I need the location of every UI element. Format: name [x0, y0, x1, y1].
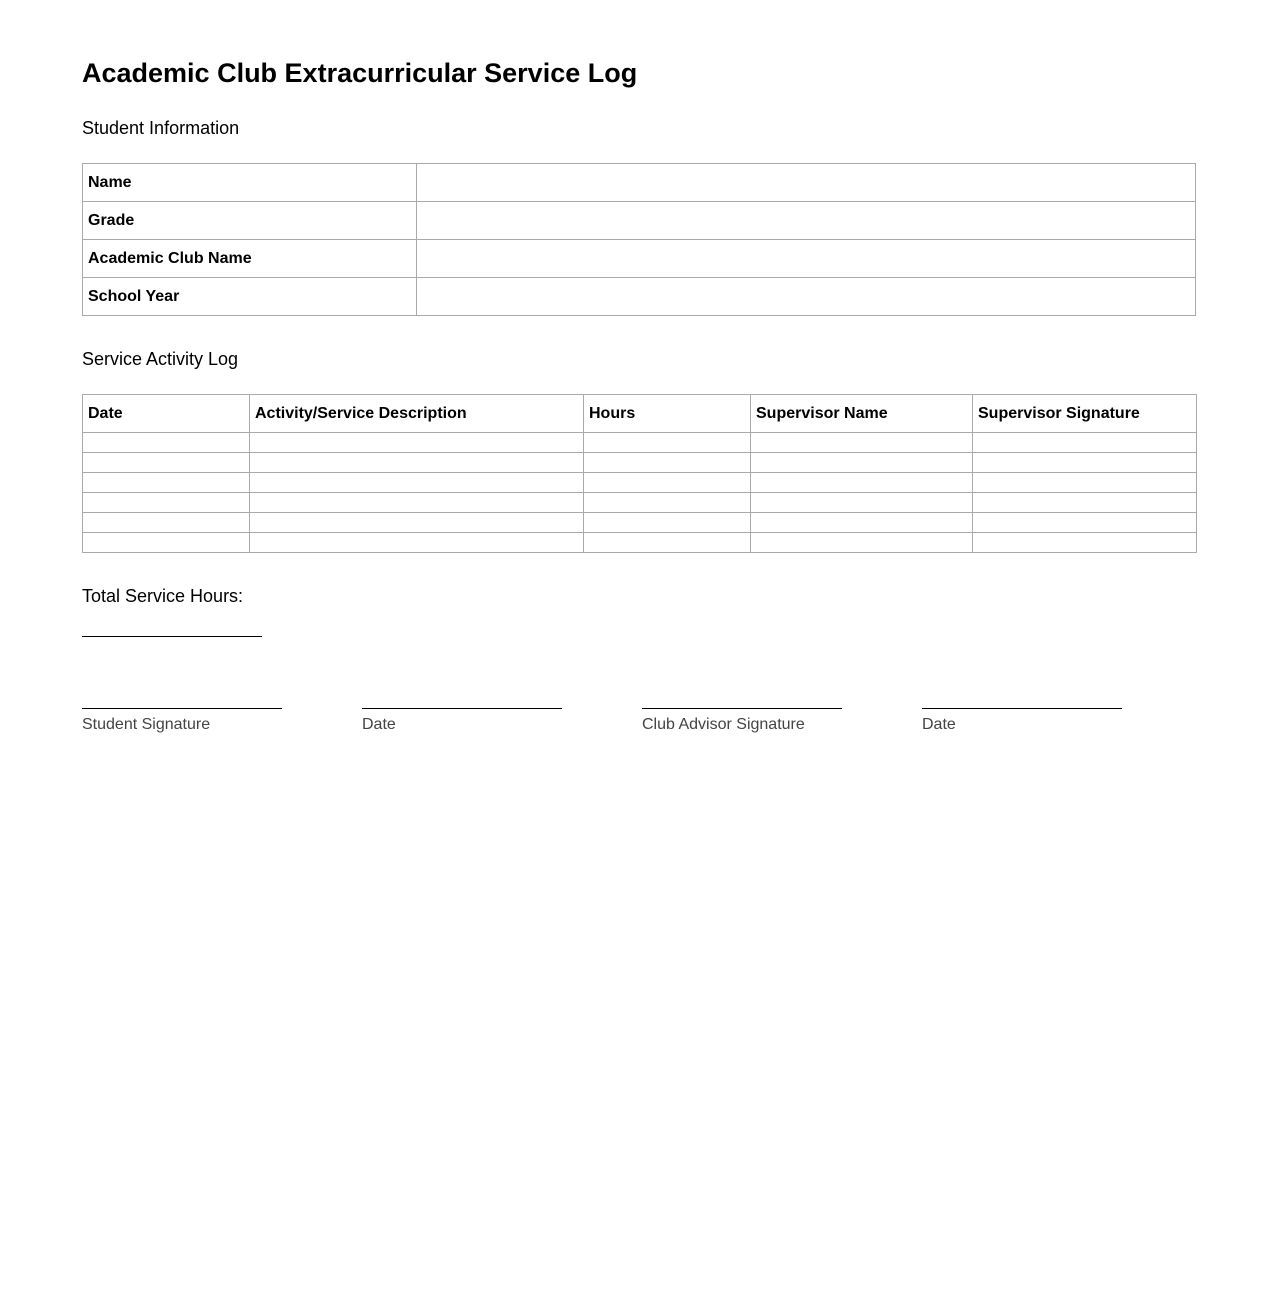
supervisor-signature-cell[interactable]: [973, 533, 1197, 553]
school-year-label: School Year: [83, 278, 417, 316]
description-cell[interactable]: [250, 533, 584, 553]
column-header-supervisor-signature: Supervisor Signature: [973, 395, 1197, 433]
advisor-signature-line[interactable]: [642, 708, 842, 709]
advisor-signature-caption: Club Advisor Signature: [642, 716, 805, 733]
description-cell[interactable]: [250, 433, 584, 453]
description-cell[interactable]: [250, 493, 584, 513]
date-cell[interactable]: [83, 433, 250, 453]
date-cell[interactable]: [83, 533, 250, 553]
student-signature-line[interactable]: [82, 708, 282, 709]
supervisor-name-cell[interactable]: [751, 453, 973, 473]
date-cell[interactable]: [83, 513, 250, 533]
supervisor-signature-cell[interactable]: [973, 433, 1197, 453]
hours-cell[interactable]: [584, 453, 751, 473]
supervisor-name-cell[interactable]: [751, 473, 973, 493]
supervisor-signature-cell[interactable]: [973, 513, 1197, 533]
table-row: [83, 493, 1197, 513]
table-row: [83, 533, 1197, 553]
advisor-date-line[interactable]: [922, 708, 1122, 709]
description-cell[interactable]: [250, 453, 584, 473]
date-cell[interactable]: [83, 493, 250, 513]
hours-cell[interactable]: [584, 533, 751, 553]
advisor-date-block: [922, 708, 1122, 734]
grade-field[interactable]: [417, 202, 1196, 240]
column-header-date: Date: [83, 395, 250, 433]
advisor-date-caption: Date: [922, 716, 956, 733]
student-date-caption: Date: [362, 716, 396, 733]
column-header-hours: Hours: [584, 395, 751, 433]
advisor-signature-block: [642, 708, 842, 734]
date-cell[interactable]: [83, 453, 250, 473]
student-signature-caption: Student Signature: [82, 716, 211, 733]
table-row: [83, 453, 1197, 473]
description-cell[interactable]: [250, 513, 584, 533]
grade-label: Grade: [83, 202, 417, 240]
activity-log-heading: Service Activity Log: [82, 349, 239, 369]
table-row: [83, 240, 1196, 278]
date-cell[interactable]: [83, 473, 250, 493]
description-cell[interactable]: [250, 473, 584, 493]
hours-cell[interactable]: [584, 473, 751, 493]
table-row: [83, 433, 1197, 453]
hours-cell[interactable]: [584, 433, 751, 453]
club-name-label: Academic Club Name: [83, 240, 417, 278]
table-header-row: [83, 395, 1197, 433]
supervisor-name-cell[interactable]: [751, 493, 973, 513]
supervisor-name-cell[interactable]: [751, 513, 973, 533]
name-field[interactable]: [417, 164, 1196, 202]
school-year-field[interactable]: [417, 278, 1196, 316]
hours-cell[interactable]: [584, 493, 751, 513]
table-row: [83, 202, 1196, 240]
supervisor-signature-cell[interactable]: [973, 453, 1197, 473]
activity-log-table: [82, 394, 1197, 553]
table-row: [83, 513, 1197, 533]
column-header-description: Activity/Service Description: [250, 395, 584, 433]
student-date-line[interactable]: [362, 708, 562, 709]
total-hours-label: Total Service Hours:: [82, 586, 244, 606]
hours-cell[interactable]: [584, 513, 751, 533]
club-name-field[interactable]: [417, 240, 1196, 278]
table-row: [83, 473, 1197, 493]
student-info-table: [82, 163, 1196, 316]
student-signature-block: [82, 708, 282, 734]
page-title: Academic Club Extracurricular Service Log: [82, 58, 638, 88]
student-info-heading: Student Information: [82, 118, 240, 138]
supervisor-signature-cell[interactable]: [973, 493, 1197, 513]
supervisor-signature-cell[interactable]: [973, 473, 1197, 493]
name-label: Name: [83, 164, 417, 202]
total-hours-line[interactable]: [82, 636, 262, 637]
supervisor-name-cell[interactable]: [751, 433, 973, 453]
table-row: [83, 278, 1196, 316]
student-date-block: [362, 708, 562, 734]
supervisor-name-cell[interactable]: [751, 533, 973, 553]
table-row: [83, 164, 1196, 202]
column-header-supervisor-name: Supervisor Name: [751, 395, 973, 433]
